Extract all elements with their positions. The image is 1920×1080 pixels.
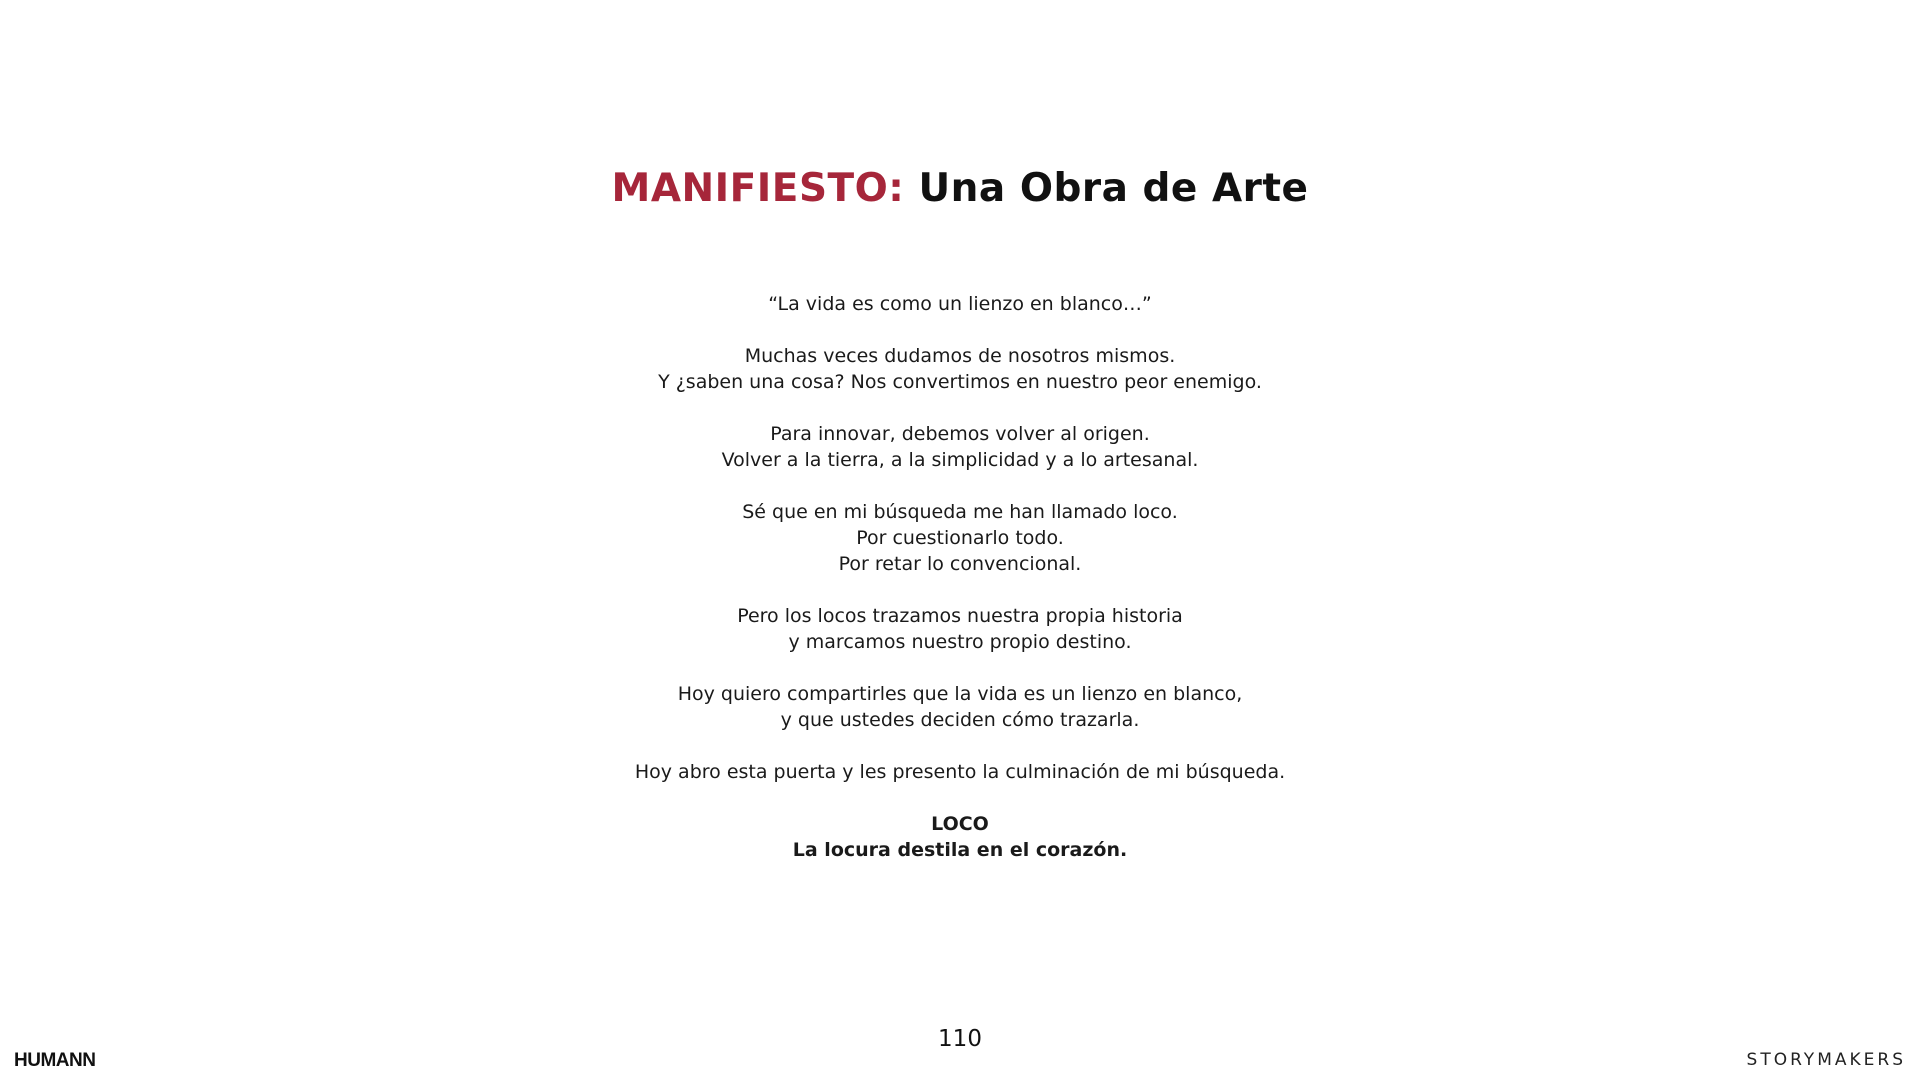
stanza-line: “La vida es como un lienzo en blanco…” [768,293,1152,315]
closing-tagline: La locura destila en el corazón. [792,839,1128,861]
stanza-line: y marcamos nuestro propio destino. [788,631,1132,653]
stanza-line: Y ¿saben una cosa? Nos convertimos en nuestro peor enemigo. [658,371,1262,393]
manifesto-body [0,291,1920,889]
stanza-line: Por cuestionarlo todo. [856,527,1064,549]
stanza-6 [0,681,1920,733]
title-accent: MANIFIESTO: [611,166,905,211]
stanza-line: Sé que en mi búsqueda me han llamado loco. [742,501,1178,523]
stanza-line: Muchas veces dudamos de nosotros mismos. [744,345,1176,367]
stanza-line: y que ustedes deciden cómo trazarla. [780,709,1140,731]
storymakers-logo: STORYMAKERS [1746,1050,1906,1070]
stanza-2 [0,343,1920,395]
title-rest: Una Obra de Arte [918,166,1309,211]
stanza-5 [0,603,1920,655]
stanza-4 [0,499,1920,577]
page-title [0,163,1920,215]
stanza-line: Para innovar, debemos volver al origen. [770,423,1150,445]
stanza-line: Hoy quiero compartirles que la vida es un lienzo en blanco, [677,683,1243,705]
stanza-7 [0,759,1920,785]
closing-statement [0,811,1920,863]
stanza-3 [0,421,1920,473]
stanza-line: Volver a la tierra, a la simplicidad y a lo artesanal. [721,449,1199,471]
page-number: 110 [938,1026,982,1052]
closing-brand: LOCO [931,813,989,835]
stanza-line: Hoy abro esta puerta y les presento la culminación de mi búsqueda. [634,761,1286,783]
stanza-1 [0,291,1920,317]
humann-logo: HUMANN [14,1050,96,1071]
stanza-line: Por retar lo convencional. [838,553,1082,575]
stanza-line: Pero los locos trazamos nuestra propia historia [737,605,1183,627]
